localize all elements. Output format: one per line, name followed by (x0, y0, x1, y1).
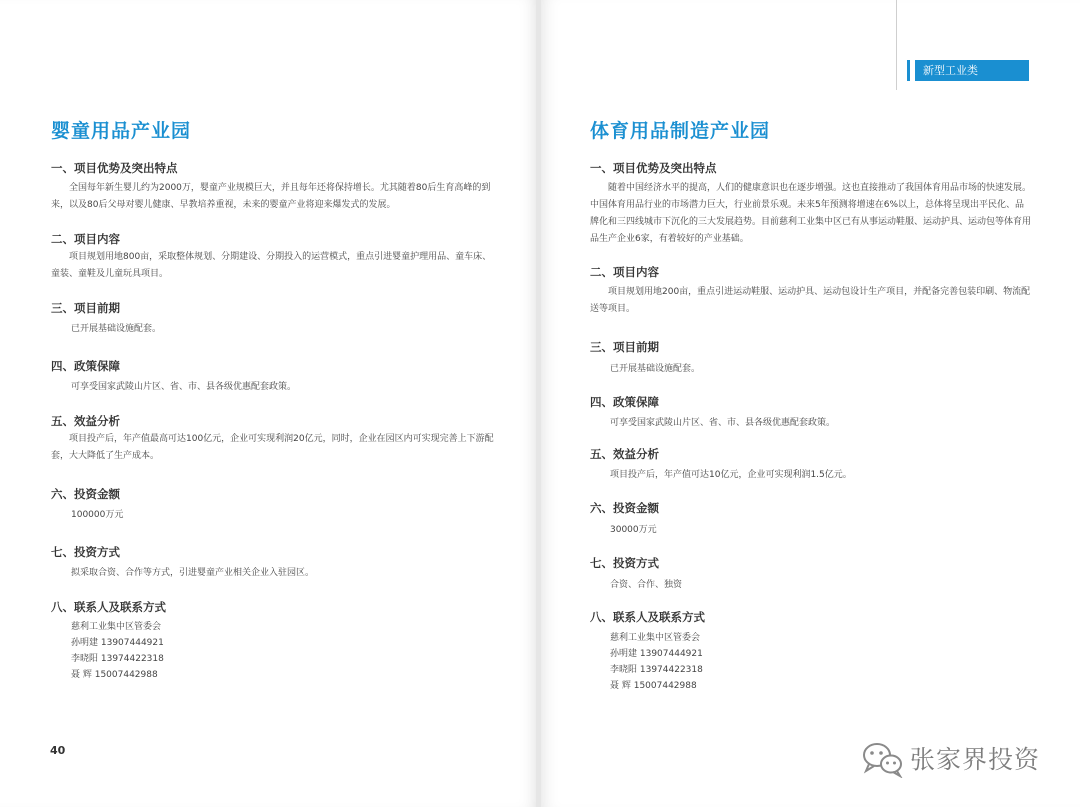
right-section-7-heading: 七、投资方式 (590, 556, 659, 570)
right-section-5-heading: 五、效益分析 (590, 447, 659, 461)
left-section-7-body: 拟采取合资、合作等方式，引进婴童产业相关企业入驻园区。 (71, 568, 315, 578)
left-section-1-heading: 一、项目优势及突出特点 (51, 161, 178, 175)
right-section-3-body: 已开展基础设施配套。 (610, 364, 701, 374)
right-section-5-body: 项目投产后，年产值可达10亿元，企业可实现利润1.5亿元。 (610, 470, 852, 480)
watermark (860, 738, 1050, 780)
right-page (541, 0, 1080, 807)
left-page (0, 0, 538, 807)
left-section-8-heading: 八、联系人及联系方式 (51, 600, 166, 614)
right-contact-3: 聂 辉 15007442988 (610, 681, 697, 691)
right-section-6-body: 30000万元 (610, 525, 657, 535)
left-page-title: 婴童用品产业园 (51, 120, 192, 142)
left-section-1-body: 全国每年新生婴儿约为2000万，婴童产业规模巨大，并且每年还将保持增长。尤其随着80后生育高峰的到来，以及80后父母对婴儿健康、早教培养重视，未来的婴童产业将迎来爆发式的发展。 (51, 183, 491, 210)
right-section-8-heading: 八、联系人及联系方式 (590, 610, 705, 624)
left-section-6-body: 100000万元 (71, 510, 124, 520)
right-section-7-body: 合资、合作、独资 (610, 580, 683, 590)
left-contact-org: 慈利工业集中区管委会 (71, 622, 162, 632)
watermark-text: 张家界投资 (910, 745, 1041, 774)
right-section-1-body: 随着中国经济水平的提高，人们的健康意识也在逐步增强。这也直接推动了我国体育用品市场的快速发展。中国体育用品行业的市场潜力巨大，行业前景乐观。未来5年预测将增速在6%以上，总体将呈现出平民化、品牌化和三四线城市下沉化的三大发展趋势。目前慈利工业集中区已有从事运动鞋服、运动护具、运动包等体育用品生产企业6家，有着较好的产业基础。 (590, 183, 1032, 244)
left-section-7-heading: 七、投资方式 (51, 545, 120, 559)
left-section-3-body: 已开展基础设施配套。 (71, 324, 162, 334)
right-section-6-heading: 六、投资金额 (590, 501, 659, 515)
right-section-3-heading: 三、项目前期 (590, 340, 659, 354)
left-section-5-heading: 五、效益分析 (51, 414, 120, 428)
left-section-5-body: 项目投产后，年产值最高可达100亿元，企业可实现利润20亿元，同时，企业在园区内可实现完善上下游配套，大大降低了生产成本。 (51, 434, 494, 461)
divider-line (896, 0, 897, 90)
category-tag: 新型工业类 (911, 60, 1029, 81)
left-contact-2: 李晓阳 13974422318 (71, 654, 164, 664)
left-contact-1: 孙明建 13907444921 (71, 638, 164, 648)
left-section-3-heading: 三、项目前期 (51, 301, 120, 315)
right-section-1-heading: 一、项目优势及突出特点 (590, 161, 717, 175)
wechat-icon (860, 740, 906, 778)
left-contact-3: 聂 辉 15007442988 (71, 670, 158, 680)
right-contact-1: 孙明建 13907444921 (610, 649, 703, 659)
right-section-2-heading: 二、项目内容 (590, 265, 659, 279)
right-section-4-body: 可享受国家武陵山片区、省、市、县各级优惠配套政策。 (610, 418, 836, 428)
right-contact-2: 李晓阳 13974422318 (610, 665, 703, 675)
right-section-2-body: 项目规划用地200亩，重点引进运动鞋服、运动护具、运动包设计生产项目，并配备完善包装印刷、物流配送等项目。 (590, 287, 1031, 314)
left-section-4-heading: 四、政策保障 (51, 359, 120, 373)
left-section-4-body: 可享受国家武陵山片区、省、市、县各级优惠配套政策。 (71, 382, 297, 392)
right-contact-org: 慈利工业集中区管委会 (610, 633, 701, 643)
left-section-2-body: 项目规划用地800亩，采取整体规划、分期建设、分期投入的运营模式，重点引进婴童护理用品、童车床、童装、童鞋及儿童玩具项目。 (51, 252, 492, 279)
left-section-2-heading: 二、项目内容 (51, 232, 120, 246)
left-section-6-heading: 六、投资金额 (51, 487, 120, 501)
right-section-4-heading: 四、政策保障 (590, 395, 659, 409)
right-page-title: 体育用品制造产业园 (590, 120, 771, 142)
page-number: 40 (50, 744, 66, 757)
